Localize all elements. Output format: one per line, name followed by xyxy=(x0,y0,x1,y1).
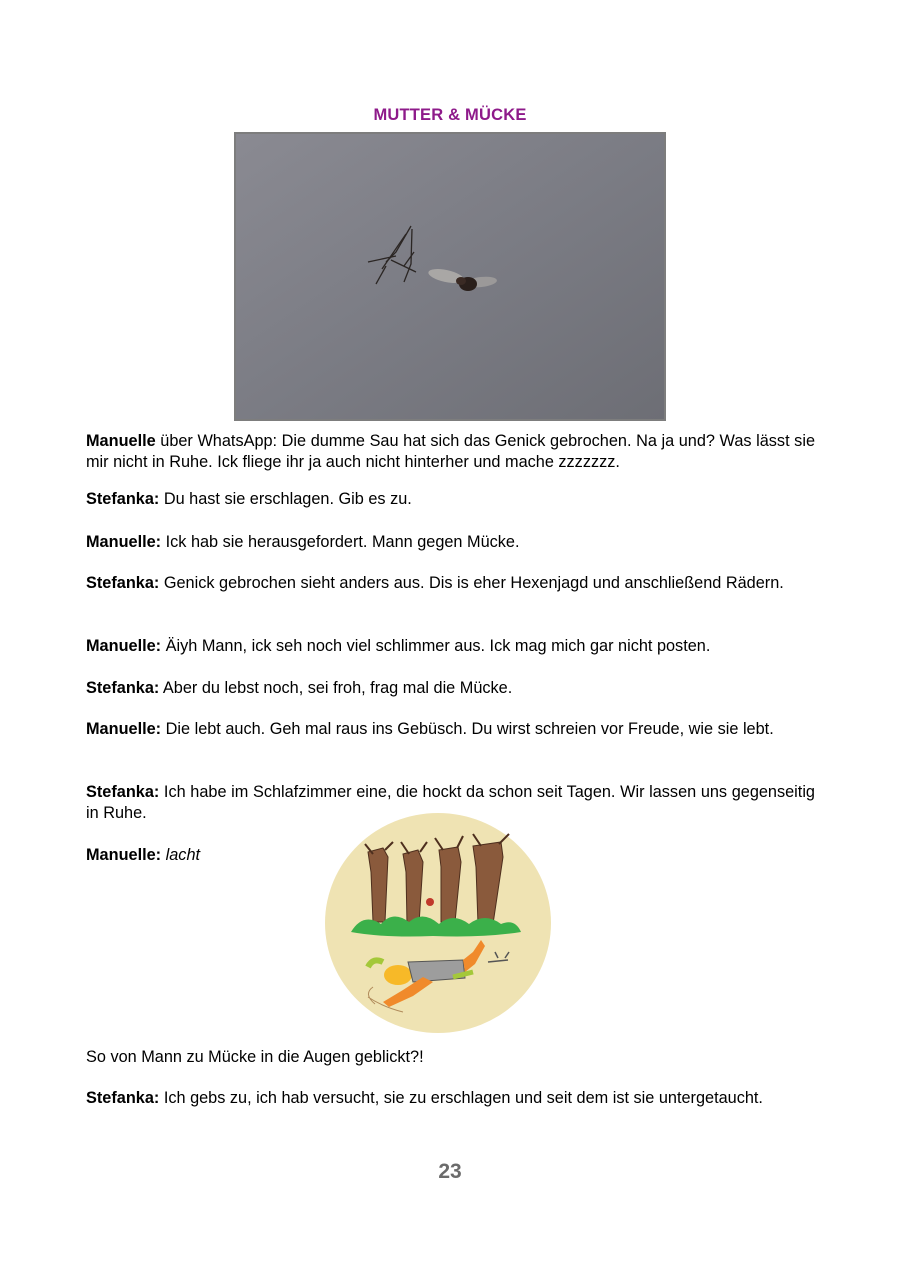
dialogue-paragraph xyxy=(86,431,815,473)
speaker-name: Manuelle: xyxy=(86,533,162,551)
dialogue-paragraph xyxy=(86,845,306,866)
dialogue-text: Ick hab sie herausgefordert. Mann gegen Mücke. xyxy=(161,533,520,551)
dialogue-paragraph xyxy=(86,1047,815,1068)
speaker-name: Stefanka: xyxy=(86,679,160,697)
dialogue-paragraph xyxy=(86,532,815,553)
dialogue-text: Ich gebs zu, ich hab versucht, sie zu erschlagen und seit dem ist sie untergetaucht. xyxy=(159,1089,763,1107)
speaker-name: Manuelle: xyxy=(86,637,162,655)
mosquito-photo xyxy=(234,132,666,421)
dialogue-text: So von Mann zu Mücke in die Augen geblickt?! xyxy=(86,1048,424,1066)
speaker-name: Manuelle xyxy=(86,432,156,450)
speaker-name: Stefanka: xyxy=(86,574,160,592)
dialogue-paragraph xyxy=(86,719,815,740)
dialogue-paragraph xyxy=(86,678,815,699)
dialogue-text: Genick gebrochen sieht anders aus. Dis is eher Hexenjagd und anschließend Rädern. xyxy=(159,574,784,592)
speaker-name: Stefanka: xyxy=(86,490,160,508)
speaker-name: Stefanka: xyxy=(86,783,160,801)
forest-illustration xyxy=(323,812,553,1034)
dialogue-text: Du hast sie erschlagen. Gib es zu. xyxy=(159,490,412,508)
page-title: MUTTER & MÜCKE xyxy=(373,106,527,124)
dialogue-text: Aber du lebst noch, sei froh, frag mal die Mücke. xyxy=(159,679,513,697)
speaker-name: Stefanka: xyxy=(86,1089,160,1107)
page-number: 23 xyxy=(438,1160,462,1183)
dialogue-text: Ich habe im Schlafzimmer eine, die hockt da schon seit Tagen. Wir lassen uns gegenseitig in Ruhe. xyxy=(86,783,815,822)
dialogue-paragraph xyxy=(86,636,815,657)
speaker-name: Manuelle: xyxy=(86,720,162,738)
dialogue-text: Äiyh Mann, ick seh noch viel schlimmer aus. Ick mag mich gar nicht posten. xyxy=(161,637,711,655)
dialogue-paragraph xyxy=(86,489,815,510)
dialogue-paragraph xyxy=(86,1088,815,1109)
speaker-name: Manuelle: xyxy=(86,846,162,864)
dialogue-paragraph xyxy=(86,573,815,594)
stage-direction: lacht xyxy=(165,846,201,864)
dialogue-text: über WhatsApp: Die dumme Sau hat sich das Genick gebrochen. Na ja und? Was lässt sie mir nicht in Ruhe. Ick fliege ihr ja auch nicht hinterher und mache zzzzzzz. xyxy=(86,432,815,471)
dialogue-text: Die lebt auch. Geh mal raus ins Gebüsch. Du wirst schreien vor Freude, wie sie lebt. xyxy=(161,720,774,738)
